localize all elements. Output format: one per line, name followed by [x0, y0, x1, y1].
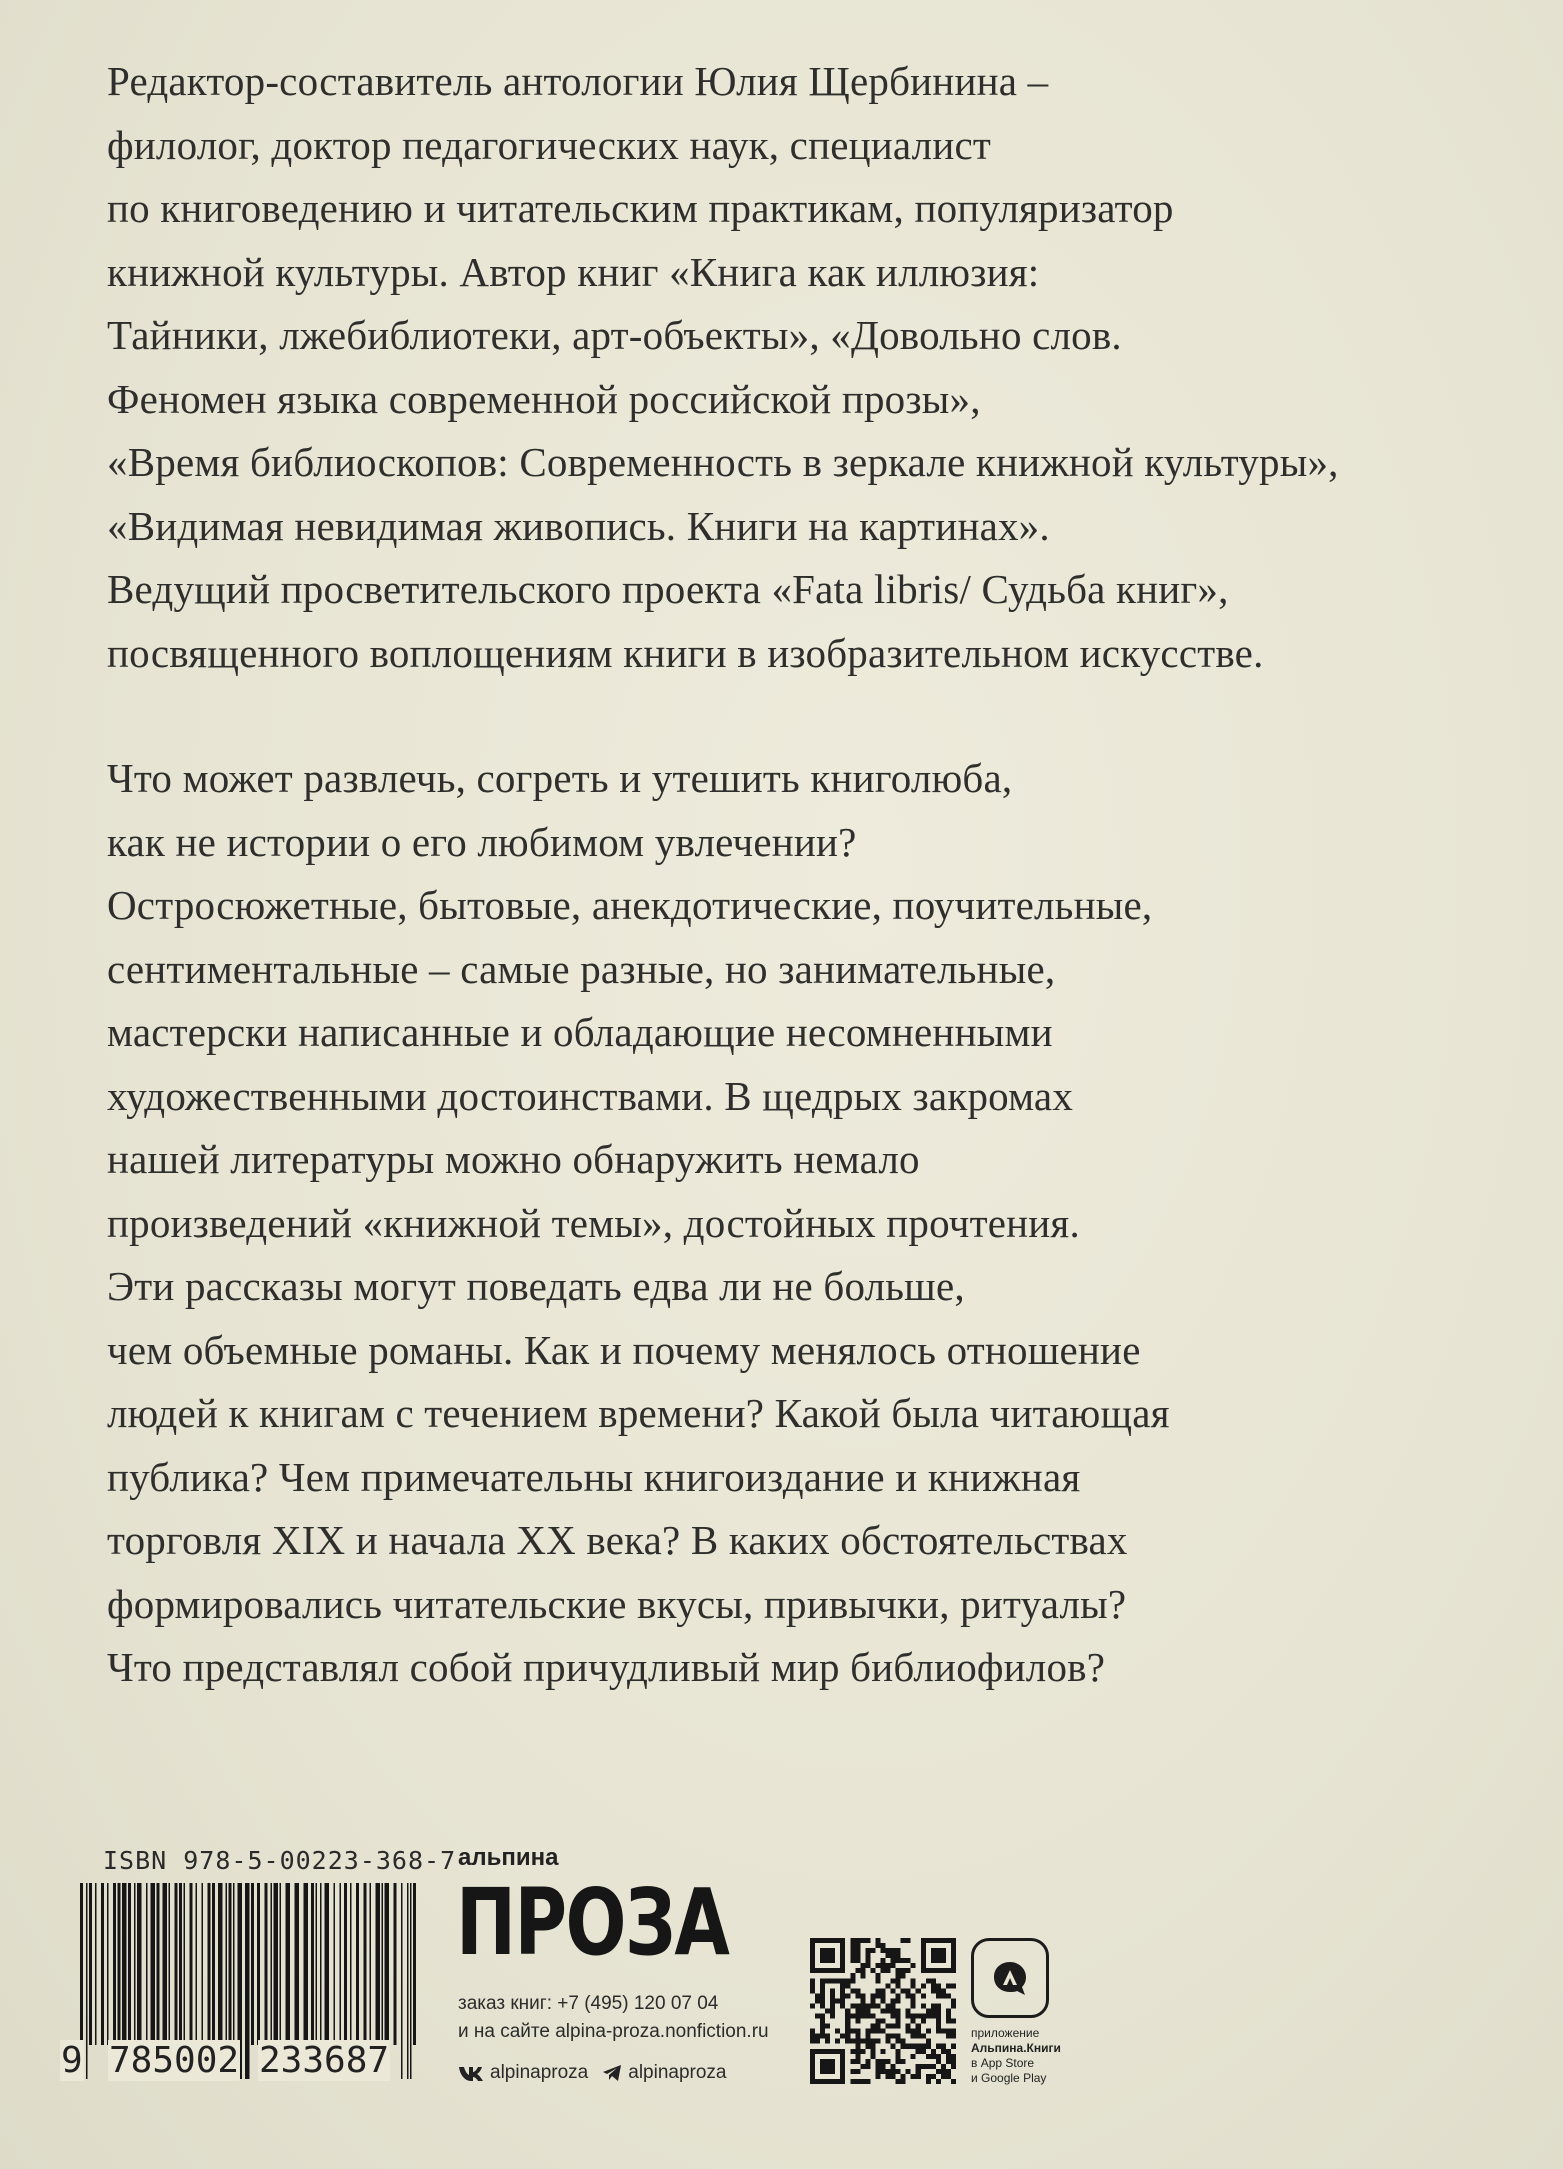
app-caption-3: в App Store — [971, 2056, 1035, 2070]
app-caption-1: приложение — [971, 2026, 1040, 2040]
barcode-digits-right: 233687 — [259, 2040, 390, 2081]
blurb-line: Что может развлечь, согреть и утешить книголюба, — [107, 755, 1013, 801]
author-bio — [107, 50, 1339, 685]
app-caption-4: и Google Play — [971, 2071, 1047, 2085]
order-site: и на сайте alpina-proza.nonfiction.ru — [458, 2021, 769, 2042]
app-caption — [971, 2026, 1061, 2086]
blurb-line: Остросюжетные, бытовые, анекдотические, поучительные, — [107, 882, 1153, 928]
telegram-handle: alpinaproza — [628, 2062, 727, 2083]
blurb-line: чем объемные романы. Как и почему менялось отношение — [107, 1326, 1141, 1373]
blurb-line: публика? Чем примечательны книгоиздание и книжная — [107, 1453, 1081, 1500]
blurb-line: Эти рассказы могут поведать едва ли не больше, — [107, 1263, 965, 1309]
bio-line: Ведущий просветительского проекта «Fata libris/ Судьба книг», — [107, 566, 1229, 612]
order-phone: заказ книг: +7 (495) 120 07 04 — [458, 1993, 719, 2014]
isbn-label: ISBN 978-5-00223-368-7 — [103, 1846, 457, 1875]
vk-handle: alpinaproza — [490, 2062, 589, 2083]
bio-line: «Видимая невидимая живопись. Книги на картинах». — [107, 502, 1050, 549]
blurb-line: произведений «книжной темы», достойных прочтения. — [107, 1199, 1080, 1246]
publisher-logo: ПРОЗА — [456, 1869, 729, 1976]
bio-line: Феномен языка современной российской прозы», — [107, 375, 981, 422]
qr-code — [810, 1938, 956, 2084]
vk-icon — [458, 2065, 484, 2081]
publisher-small-name: альпина — [458, 1844, 559, 1871]
bio-line: Тайники, лжебиблиотеки, арт-объекты», «Довольно слов. — [107, 312, 1122, 358]
blurb-line: людей к книгам с течением времени? Какой была читающая — [107, 1390, 1170, 1436]
blurb-line: торговля XIX и начала XX века? В каких обстоятельствах — [107, 1517, 1128, 1563]
telegram-link — [602, 2062, 726, 2084]
blurb-line: как не истории о его любимом увлечении? — [107, 818, 857, 865]
barcode-digit-first: 9 — [61, 2040, 83, 2081]
telegram-icon — [602, 2064, 622, 2082]
bio-line: Редактор-составитель антологии Юлия Щербинина – — [107, 58, 1049, 104]
book-blurb — [107, 747, 1170, 1700]
bio-line: «Время библиоскопов: Современность в зеркале книжной культуры», — [107, 439, 1339, 485]
blurb-line: Что представлял собой причудливый мир библиофилов? — [107, 1644, 1106, 1690]
bio-line: книжной культуры. Автор книг «Книга как иллюзия: — [107, 248, 1040, 295]
blurb-line: формировались читательские вкусы, привычки, ритуалы? — [107, 1580, 1127, 1627]
bio-line: посвященного воплощениям книги в изобразительном искусстве. — [107, 629, 1264, 676]
blurb-line: нашей литературы можно обнаружить немало — [107, 1136, 920, 1182]
blurb-line: сентиментальные – самые разные, но занимательные, — [107, 945, 1056, 992]
bio-line: по книговедению и читательским практикам, популяризатор — [107, 185, 1174, 231]
bio-line: филолог, доктор педагогических наук, специалист — [107, 121, 991, 168]
blurb-line: художественными достоинствами. В щедрых закромах — [107, 1072, 1074, 1119]
app-caption-2: Альпина.Книги — [971, 2041, 1061, 2055]
barcode-digits-left: 785002 — [109, 2040, 240, 2081]
social-links — [458, 2062, 727, 2084]
vk-link — [458, 2062, 588, 2084]
alpina-app-icon — [971, 1938, 1049, 2018]
barcode-digits — [62, 2040, 426, 2090]
blurb-line: мастерски написанные и обладающие несомненными — [107, 1009, 1053, 1055]
